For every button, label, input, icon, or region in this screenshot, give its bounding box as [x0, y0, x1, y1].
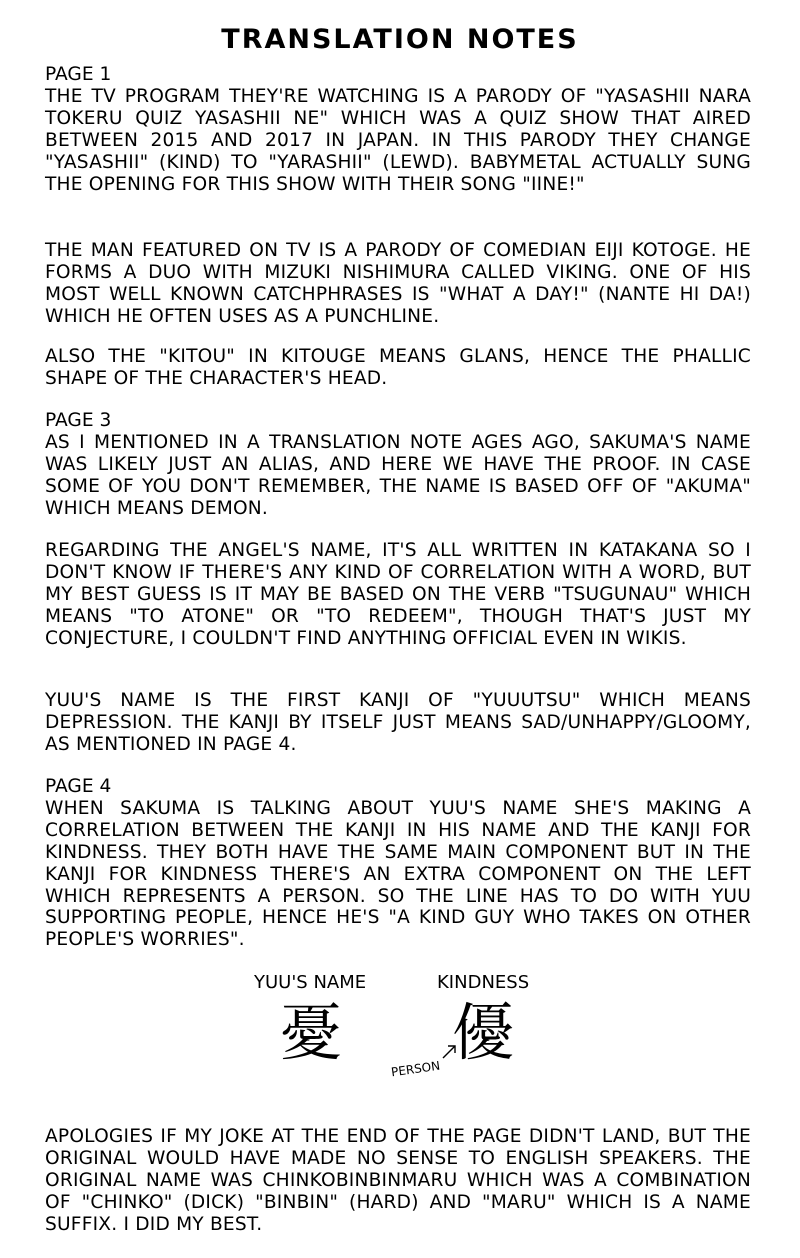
- kanji-label-kindness: KINDNESS: [437, 972, 530, 993]
- paragraph: THE TV PROGRAM THEY'RE WATCHING IS A PARODY OF "YASASHII NARA TOKERU QUIZ YASASHII NE" WHICH WAS A QUIZ SHOW THAT AIRED BETWEEN 2015 AND 2017 IN JAPAN. IN THIS PARODY THEY CHANGE "YASASHII" (KIND) TO "YARASHII" (LEWD). BABYMETAL ACTUALLY SUNG THE OPENING FOR THIS SHOW WITH THEIR SONG "IINE!": [45, 85, 751, 195]
- section-page-1: [45, 64, 751, 195]
- kanji-yuu: 憂: [280, 996, 343, 1069]
- section-page-1-cont: [45, 240, 751, 328]
- page-title: TRANSLATION NOTES: [221, 24, 579, 55]
- paragraph: THE MAN FEATURED ON TV IS A PARODY OF COMEDIAN EIJI KOTOGE. HE FORMS A DUO WITH MIZUKI NISHIMURA CALLED VIKING. ONE OF HIS MOST WELL KNOWN CATCHPHRASES IS "WHAT A DAY!" (NANTE HI DA!) WHICH HE OFTEN USES AS A PUNCHLINE.: [45, 240, 751, 327]
- section-page-3: [45, 410, 751, 520]
- kanji-label-yuu: YUU'S NAME: [254, 972, 367, 993]
- section-page-1-cont2: [45, 346, 751, 390]
- paragraph: AS I MENTIONED IN A TRANSLATION NOTE AGES AGO, SAKUMA'S NAME WAS LIKELY JUST AN ALIAS, AND HERE WE HAVE THE PROOF. IN CASE SOME OF YOU DON'T REMEMBER, THE NAME IS BASED OFF OF "AKUMA" WHICH MEANS DEMON.: [45, 431, 751, 519]
- section-page-4: [45, 776, 751, 951]
- paragraph: WHEN SAKUMA IS TALKING ABOUT YUU'S NAME SHE'S MAKING A CORRELATION BETWEEN THE KANJI IN HIS NAME AND THE KANJI FOR KINDNESS. THEY BOTH HAVE THE SAME MAIN COMPONENT BUT IN THE KANJI FOR KINDNESS THERE'S AN EXTRA COMPONENT ON THE LEFT WHICH REPRESENTS A PERSON. SO THE LINE HAS TO DO WITH YUU SUPPORTING PEOPLE, HENCE HE'S "A KIND GUY WHO TAKES ON OTHER PEOPLE'S WORRIES".: [45, 797, 751, 951]
- section-heading: PAGE 4: [45, 776, 112, 797]
- paragraph: YUU'S NAME IS THE FIRST KANJI OF "YUUUTSU" WHICH MEANS DEPRESSION. THE KANJI BY ITSELF JUST MEANS SAD/UNHAPPY/GLOOMY, AS MENTIONED IN PAGE 4.: [45, 690, 751, 755]
- paragraph: REGARDING THE ANGEL'S NAME, IT'S ALL WRITTEN IN KATAKANA SO I DON'T KNOW IF THERE'S ANY KIND OF CORRELATION WITH A WORD, BUT MY BEST GUESS IS IT MAY BE BASED ON THE VERB "TSUGUNAU" WHICH MEANS "TO ATONE" OR "TO REDEEM", THOUGH THAT'S JUST MY CONJECTURE, I COULDN'T FIND ANYTHING OFFICIAL EVEN IN WIKIS.: [45, 540, 751, 649]
- section-page-3-cont: [45, 540, 751, 650]
- kanji-comparison: [0, 970, 800, 1080]
- section-heading: PAGE 1: [45, 64, 112, 85]
- section-page-3-cont2: [45, 690, 751, 756]
- person-label: PERSON: [390, 1058, 441, 1080]
- closing-paragraph: APOLOGIES IF MY JOKE AT THE END OF THE PAGE DIDN'T LAND, BUT THE ORIGINAL WOULD HAVE MADE NO SENSE TO ENGLISH SPEAKERS. THE ORIGINAL NAME WAS CHINKOBINBINMARU WHICH WAS A COMBINATION OF "CHINKO" (DICK) "BINBIN" (HARD) AND "MARU" WHICH IS A NAME SUFFIX. I DID MY BEST.: [45, 1126, 751, 1235]
- kanji-kindness: 優: [452, 996, 515, 1069]
- arrow-icon: [440, 1042, 460, 1062]
- paragraph: ALSO THE "KITOU" IN KITOUGE MEANS GLANS, HENCE THE PHALLIC SHAPE OF THE CHARACTER'S HEAD.: [45, 346, 751, 389]
- section-heading: PAGE 3: [45, 410, 112, 431]
- closing-section: [45, 1126, 751, 1236]
